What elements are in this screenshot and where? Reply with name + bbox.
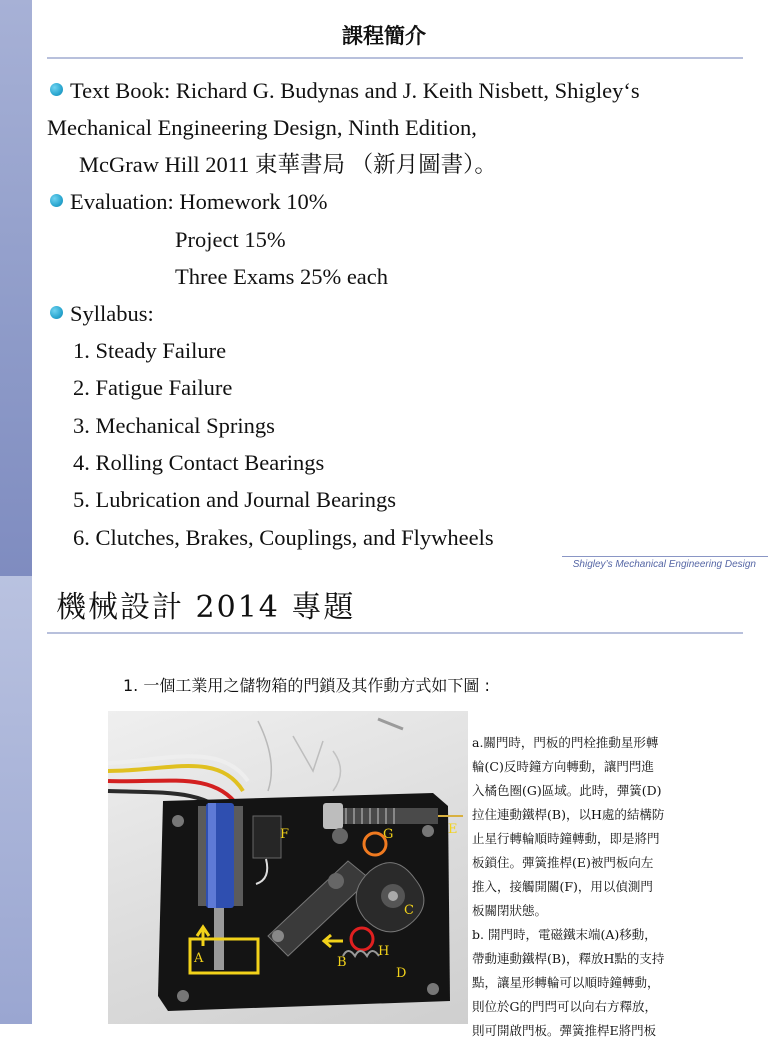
slide-side-bar <box>0 0 32 576</box>
evaluation-homework: Evaluation: Homework 10% <box>70 189 328 214</box>
caption-line: 輪(C)反時鐘方向轉動，讓門閂進 <box>472 759 654 774</box>
mechanism-description <box>472 731 692 1043</box>
caption-line: b. 開門時，電磁鐵末端(A)移動， <box>472 927 657 942</box>
caption-line: 入橘色圈(G)區域。此時，彈簧(D) <box>472 783 662 798</box>
bullet-icon <box>50 83 63 96</box>
slide-project-2014 <box>0 576 768 1038</box>
question-text: 1. 一個工業用之儲物箱的門鎖及其作動方式如下圖 : <box>123 676 490 695</box>
caption-line: 止星行轉輪順時鐘轉動，即是將門 <box>472 831 660 846</box>
textbook-line-3: McGraw Hill 2011 東華書局 （新月圖書）。 <box>79 152 497 177</box>
caption-line: a.關門時，門板的門栓推動星形轉 <box>472 735 659 750</box>
label-g: G <box>383 827 394 842</box>
slide-side-bar <box>0 576 32 1024</box>
door-lock-photo <box>108 711 468 1024</box>
syllabus-item: 4. Rolling Contact Bearings <box>73 450 325 475</box>
label-e: E <box>448 822 458 837</box>
label-h: H <box>378 944 390 959</box>
syllabus-item: 1. Steady Failure <box>73 338 227 363</box>
slide-title: 機械設計 2014 專題 <box>56 590 356 625</box>
label-d: D <box>396 966 407 981</box>
caption-line: 則位於G的門閂可以向右方釋放， <box>472 999 657 1014</box>
caption-line: 點，讓星形轉輪可以順時鐘轉動， <box>472 975 660 990</box>
textbook-line-1: Text Book: Richard G. Budynas and J. Keith Nisbett, Shigley‘s <box>70 78 640 103</box>
slide-footer: Shigley’s Mechanical Engineering Design <box>572 559 756 570</box>
syllabus-item: 5. Lubrication and Journal Bearings <box>73 487 397 512</box>
syllabus-item: 3. Mechanical Springs <box>73 413 275 438</box>
footer-divider <box>562 556 768 557</box>
label-b: B <box>337 955 347 970</box>
caption-line: 推入，接觸開關(F)，用以偵測門 <box>472 879 653 894</box>
label-c: C <box>404 903 414 918</box>
caption-line: 帶動連動鐵桿(B)，釋放H點的支持 <box>472 951 665 966</box>
caption-line: 拉住連動鐵桿(B)，以H處的結構防 <box>472 807 665 822</box>
label-a: A <box>194 951 204 966</box>
syllabus-item: 2. Fatigue Failure <box>73 375 233 400</box>
caption-line: 則可開啟門板。彈簧推桿E將門板 <box>472 1023 657 1038</box>
title-divider <box>47 57 743 59</box>
evaluation-exams: Three Exams 25% each <box>175 264 389 289</box>
caption-line: 板關閉狀態。 <box>472 903 548 918</box>
bullet-icon <box>50 194 63 207</box>
syllabus-label: Syllabus: <box>70 301 154 326</box>
slide-title: 課程簡介 <box>342 24 426 48</box>
caption-line: 板鎖住。彈簧推桿(E)被門板向左 <box>472 855 654 870</box>
bullet-icon <box>50 306 63 319</box>
textbook-line-2: Mechanical Engineering Design, Ninth Edition, <box>47 115 477 140</box>
label-f: F <box>280 827 290 842</box>
title-divider <box>47 632 743 634</box>
evaluation-project: Project 15% <box>175 227 286 252</box>
syllabus-item: 6. Clutches, Brakes, Couplings, and Flywheels <box>73 525 494 550</box>
